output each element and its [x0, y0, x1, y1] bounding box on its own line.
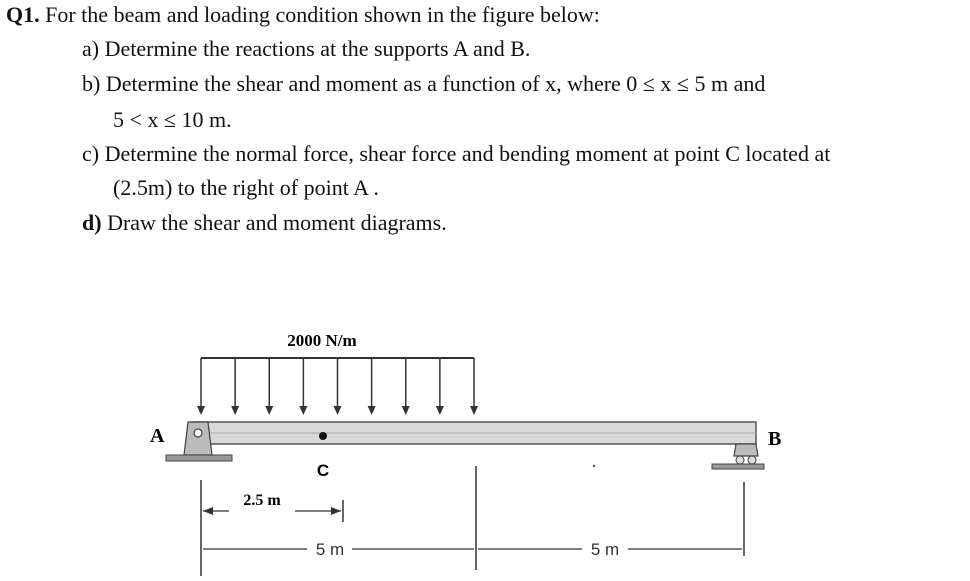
support-a-pin: [184, 422, 212, 455]
point-c-marker: [319, 432, 327, 440]
load-arrow-head: [231, 406, 239, 415]
support-b-base: [712, 464, 764, 469]
part-a-label: a): [82, 36, 100, 61]
question-intro: For the beam and loading condition shown in the figure below:: [45, 2, 600, 27]
part-a-text: Determine the reactions at the supports A and B.: [104, 36, 531, 61]
support-a-base: [166, 455, 232, 461]
support-a-pin-hole: [194, 429, 202, 437]
load-arrow-head: [368, 406, 376, 415]
part-b-label: b): [82, 71, 101, 96]
load-arrow-head: [470, 406, 478, 415]
dim-spans: [203, 466, 744, 570]
load-arrow-head: [299, 406, 307, 415]
support-b-label: B: [768, 428, 782, 450]
dim-c-label: 2.5 m: [243, 492, 281, 509]
load-label: 2000 N/m: [287, 331, 357, 350]
dim-c-arrow-left: [203, 507, 213, 515]
dim-2-label: 5 m: [590, 540, 620, 559]
support-b-roller-2: [748, 456, 756, 464]
distributed-load: [197, 358, 478, 415]
part-c-text-line2: (2.5m) to the right of point A .: [113, 175, 379, 200]
part-d-label: d): [82, 210, 102, 235]
part-b-text-line1: Determine the shear and moment as a function of x, where 0 ≤ x ≤ 5 m and: [105, 71, 766, 96]
load-arrow-head: [436, 406, 444, 415]
part-c-label: c): [82, 141, 100, 166]
dim-1-label: 5 m: [315, 540, 345, 559]
load-arrows: [197, 358, 478, 415]
support-b-roller-1: [736, 456, 744, 464]
load-arrow-head: [334, 406, 342, 415]
speck: [593, 465, 595, 467]
dim-c-arrow-right: [331, 507, 341, 515]
support-b-bracket: [734, 444, 758, 456]
part-d-text: Draw the shear and moment diagrams.: [107, 210, 447, 235]
support-b: [712, 444, 764, 469]
point-c-label: C: [316, 461, 330, 480]
load-arrow-head: [265, 406, 273, 415]
load-arrow-head: [197, 406, 205, 415]
beam: [194, 422, 756, 444]
part-b-text-line2: 5 < x ≤ 10 m.: [113, 107, 232, 132]
part-c-text-line1: Determine the normal force, shear force and bending moment at point C located at: [104, 141, 831, 166]
question-number: Q1.: [6, 2, 40, 27]
load-arrow-head: [402, 406, 410, 415]
support-a-label: A: [150, 425, 165, 447]
